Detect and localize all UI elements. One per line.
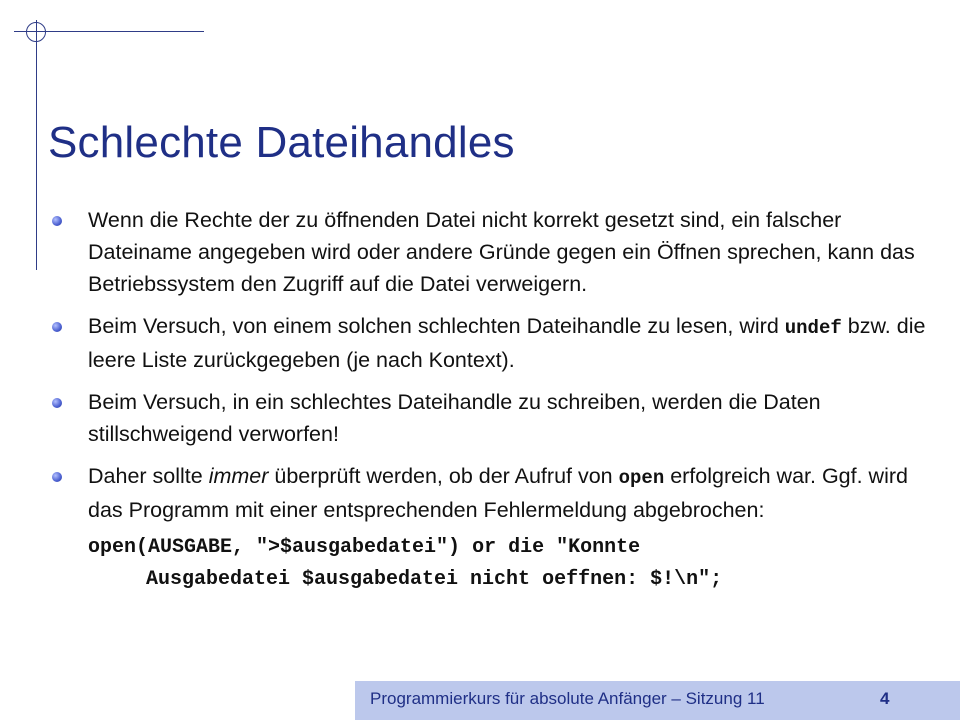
bullet-item: [52, 460, 932, 596]
bullet-item: [52, 204, 932, 300]
decorative-vertical-line: [36, 20, 37, 270]
bullet-text: Wenn die Rechte der zu öffnenden Datei nicht korrekt gesetzt sind, ein falscher Dateiname angegeben wird oder andere Gründe gegen ein Öffnen sprechen, kann das Betriebssystem den Zugriff auf die Datei verweigern.: [88, 208, 915, 296]
decorative-circle: [26, 22, 46, 42]
bullet-list: [52, 204, 932, 606]
inline-code: open: [618, 467, 665, 489]
bullet-text: Beim Versuch, von einem solchen schlechten Dateihandle zu lesen, wird: [88, 314, 785, 338]
code-line: Ausgabedatei $ausgabedatei nicht oeffnen: $!\n";: [146, 568, 723, 591]
page-number: 4: [880, 689, 890, 708]
bullet-text: Daher sollte: [88, 464, 209, 488]
inline-code: undef: [784, 317, 842, 339]
bullet-item: [52, 386, 932, 450]
footer-bar: [355, 681, 960, 720]
footer-text: Programmierkurs für absolute Anfänger – Sitzung 11: [370, 689, 765, 708]
bullet-text: Beim Versuch, in ein schlechtes Dateihandle zu schreiben, werden die Daten stillschweigend verworfen!: [88, 390, 821, 446]
code-block: [88, 532, 932, 596]
bullet-icon: [52, 322, 62, 332]
bullet-text: überprüft werden, ob der Aufruf von: [268, 464, 619, 488]
emphasis-text: immer: [208, 464, 269, 488]
bullet-text: bzw. die leere Liste zurückgegeben (je nach Kontext).: [88, 314, 926, 372]
bullet-icon: [52, 472, 62, 482]
bullet-item: [52, 310, 932, 376]
bullet-text: erfolgreich war. Ggf. wird das Programm mit einer entsprechenden Fehlermeldung abgebrochen:: [88, 464, 908, 522]
bullet-icon: [52, 398, 62, 408]
bullet-icon: [52, 216, 62, 226]
code-line: open(AUSGABE, ">$ausgabedatei") or die "Konnte: [88, 536, 641, 559]
slide-title: Schlechte Dateihandles: [48, 118, 515, 167]
